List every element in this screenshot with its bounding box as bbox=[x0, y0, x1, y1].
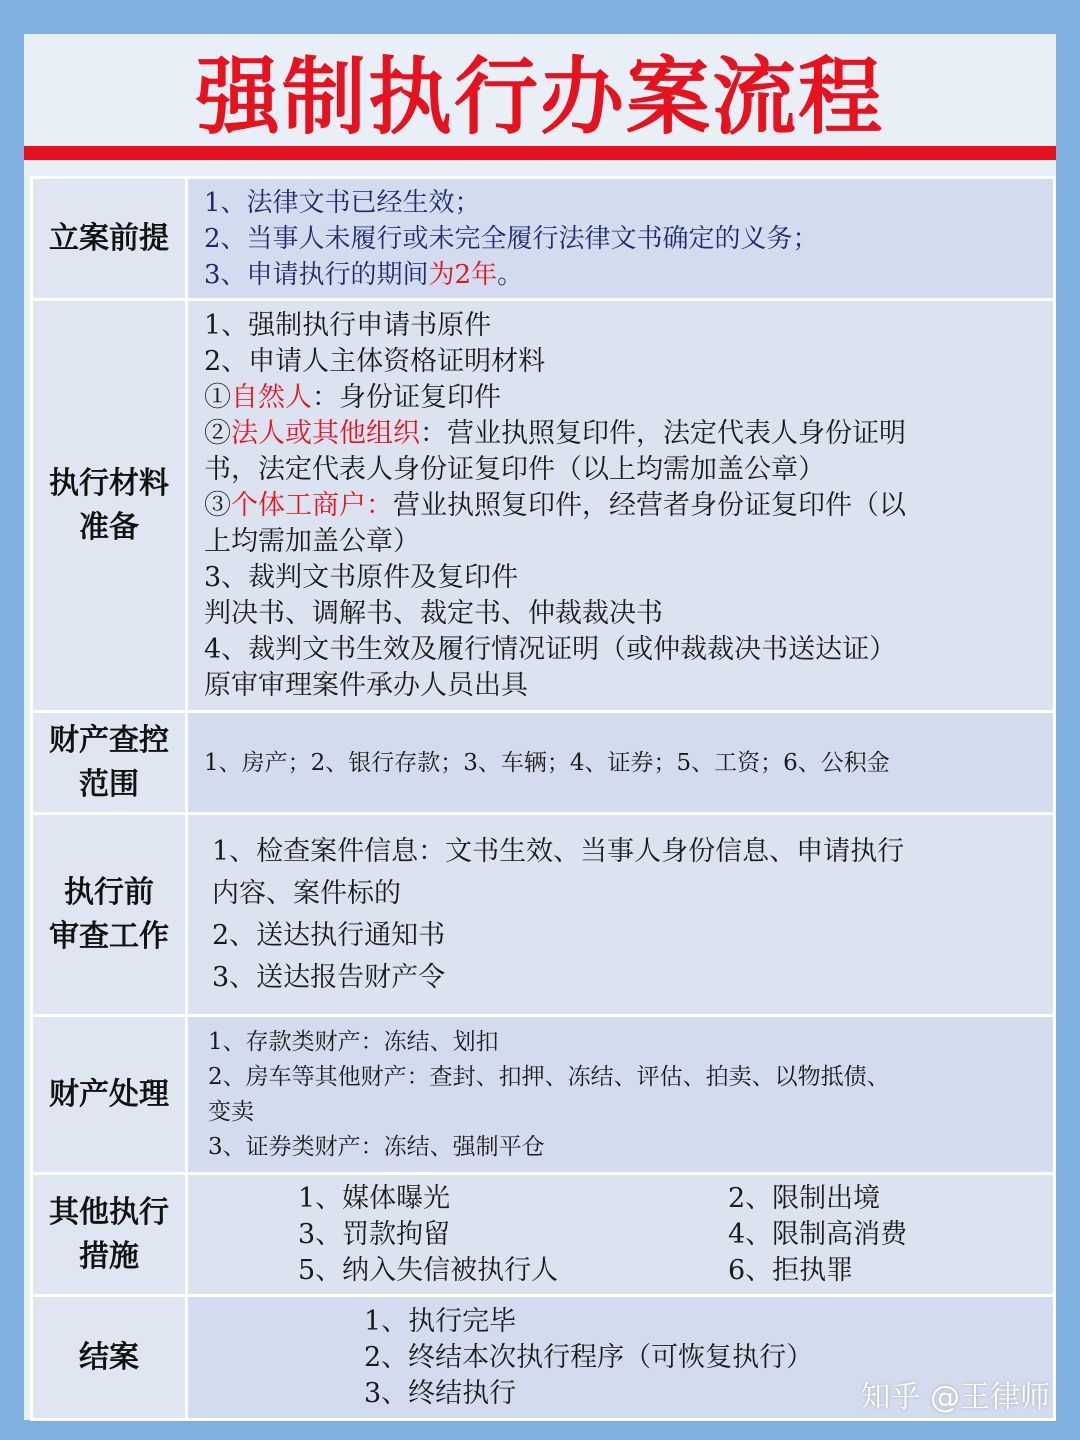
section-label: 财产查控 范围 bbox=[32, 712, 187, 814]
sub-item: ③个体工商户：营业执照复印件，经营者身份证复印件（以 bbox=[204, 489, 906, 521]
list-item: 3、申请执行的期间为2年。 bbox=[204, 259, 524, 290]
section-row-pre-review bbox=[32, 814, 1055, 1016]
measure-item: 6、拒执罪 bbox=[728, 1254, 854, 1286]
list-item: 变卖 bbox=[208, 1098, 254, 1125]
section-label: 财产处理 bbox=[32, 1016, 187, 1174]
section-row-materials bbox=[32, 300, 1055, 712]
sub-item-continuation: 书，法定代表人身份证复印件（以上均需加盖公章） bbox=[204, 453, 825, 485]
section-content bbox=[187, 814, 1055, 1016]
measure-item: 4、限制高消费 bbox=[728, 1218, 908, 1250]
section-label: 其他执行 措施 bbox=[32, 1174, 187, 1296]
list-item: 3、证券类财产：冻结、强制平仓 bbox=[208, 1133, 545, 1160]
list-item: 1、检查案件信息：文书生效、当事人身份信息、申请执行 bbox=[212, 835, 905, 867]
measure-item: 1、媒体曝光 bbox=[298, 1182, 451, 1214]
section-content bbox=[187, 178, 1055, 300]
list-item: 2、申请人主体资格证明材料 bbox=[204, 345, 546, 377]
highlight-text: 自然人 bbox=[231, 381, 312, 413]
section-content bbox=[187, 1016, 1055, 1174]
watermark: 知乎 @王律师 bbox=[860, 1380, 1050, 1415]
measure-item: 2、限制出境 bbox=[728, 1182, 881, 1214]
measure-item: 3、罚款拘留 bbox=[298, 1218, 451, 1250]
list-item: 2、终结本次执行程序（可恢复执行） bbox=[364, 1341, 814, 1373]
sub-item: ①自然人：身份证复印件 bbox=[204, 381, 501, 413]
section-label: 执行材料 准备 bbox=[32, 300, 187, 712]
poster-frame bbox=[24, 34, 1056, 1420]
highlight-text: 法人或其他组织 bbox=[231, 417, 420, 449]
highlight-text: 为2年 bbox=[428, 259, 498, 290]
list-item: 2、当事人未履行或未完全履行法律文书确定的义务； bbox=[204, 223, 819, 254]
section-content bbox=[187, 712, 1055, 814]
list-item: 2、送达执行通知书 bbox=[212, 919, 446, 951]
section-label: 结案 bbox=[32, 1296, 187, 1420]
section-content bbox=[187, 300, 1055, 712]
process-table bbox=[30, 176, 1056, 1421]
list-item: 3、裁判文书原件及复印件 bbox=[204, 561, 519, 593]
list-item-detail: 原审审理案件承办人员出具 bbox=[204, 669, 528, 701]
list-item: 1、房产；2、银行存款；3、车辆；4、证券；5、工资；6、公积金 bbox=[204, 749, 890, 776]
list-item: 3、送达报告财产令 bbox=[212, 961, 446, 993]
section-row-property-handling bbox=[32, 1016, 1055, 1174]
list-item: 1、执行完毕 bbox=[364, 1305, 517, 1337]
list-item: 2、房车等其他财产：查封、扣押、冻结、评估、拍卖、以物抵债、 bbox=[208, 1063, 890, 1090]
measure-item: 5、纳入失信被执行人 bbox=[298, 1254, 559, 1286]
section-label: 立案前提 bbox=[32, 178, 187, 300]
list-item: 1、存款类财产：冻结、划扣 bbox=[208, 1028, 499, 1055]
page-title: 强制执行办案流程 bbox=[195, 47, 884, 146]
section-content bbox=[187, 1174, 1055, 1296]
list-item: 内容、案件标的 bbox=[212, 877, 401, 909]
sub-item: ②法人或其他组织：营业执照复印件，法定代表人身份证明 bbox=[204, 417, 906, 449]
list-item: 1、强制执行申请书原件 bbox=[204, 309, 492, 341]
list-item: 1、法律文书已经生效； bbox=[204, 187, 481, 218]
list-item: 3、终结执行 bbox=[364, 1377, 517, 1409]
sub-item-continuation: 上均需加盖公章） bbox=[204, 525, 420, 557]
section-row-property-scope bbox=[32, 712, 1055, 814]
title-underline bbox=[24, 146, 1056, 160]
section-row-filing-prerequisites bbox=[32, 178, 1055, 300]
section-row-other-measures bbox=[32, 1174, 1055, 1296]
highlight-text: 个体工商户： bbox=[231, 489, 393, 521]
section-label: 执行前 审查工作 bbox=[32, 814, 187, 1016]
list-item: 4、裁判文书生效及履行情况证明（或仲裁裁决书送达证） bbox=[204, 633, 897, 665]
list-item-detail: 判决书、调解书、裁定书、仲裁裁决书 bbox=[204, 597, 663, 629]
